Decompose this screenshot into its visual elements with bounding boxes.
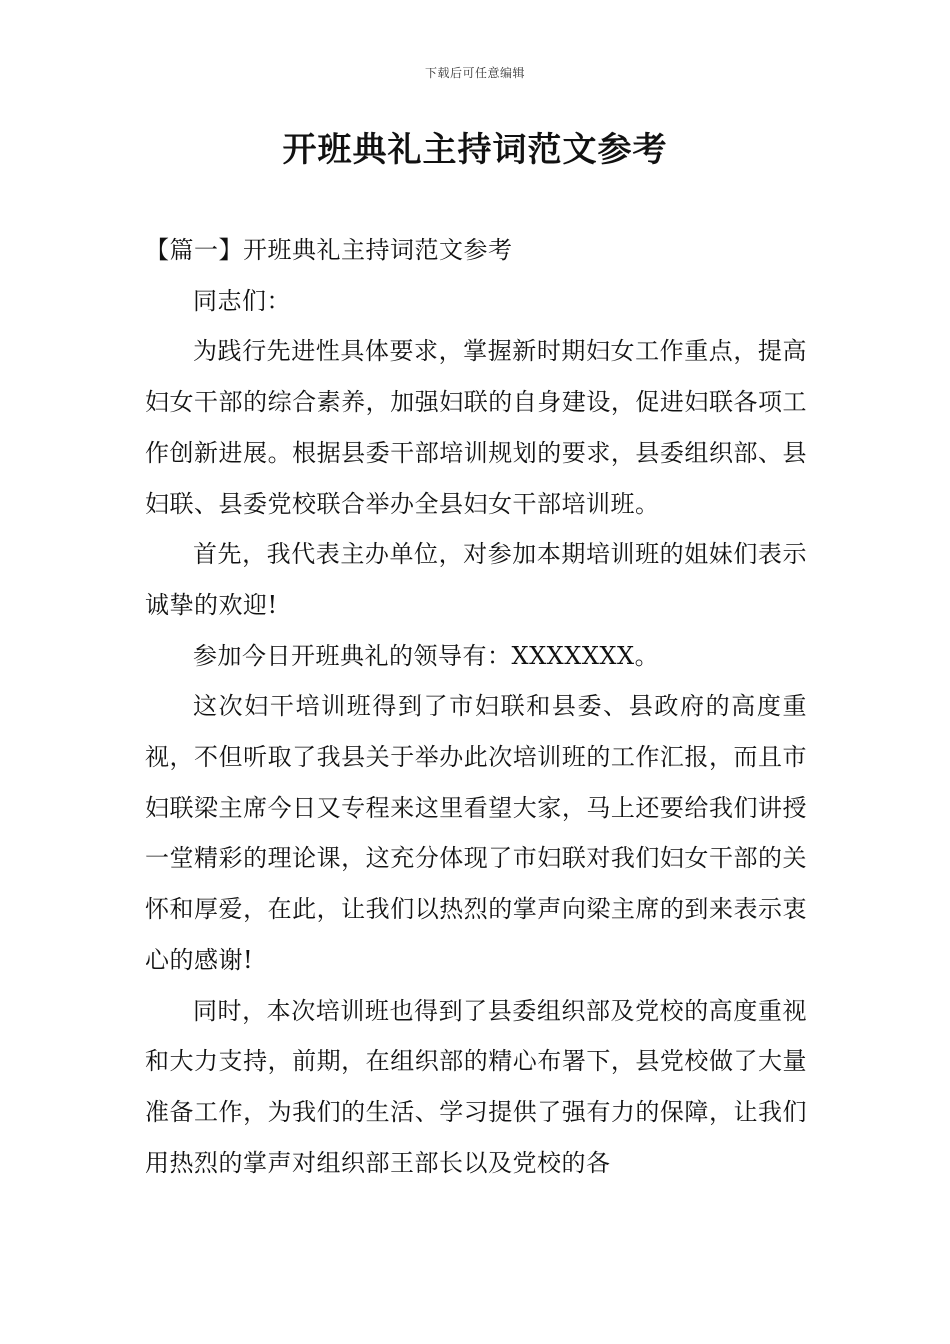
- paragraph-city-federation-thanks: 这次妇干培训班得到了市妇联和县委、县政府的高度重视，不但听取了我县关于举办此次培训班的工作汇报，而且市妇联梁主席今日又专程来这里看望大家，马上还要给我们讲授一堂精彩的理论课，这充分体现了市妇联对我们妇女干部的关怀和厚爱，在此，让我们以热烈的掌声向梁主席的到来表示衷心的感谢!: [145, 692, 807, 974]
- header-note: 下载后可任意编辑: [424, 66, 525, 80]
- paragraph-welcome: 首先，我代表主办单位，对参加本期培训班的姐妹们表示诚挚的欢迎!: [145, 540, 807, 619]
- paragraph-attending-leaders: 参加今日开班典礼的领导有：XXXXXXX。: [193, 641, 660, 670]
- document-title: 开班典礼主持词范文参考: [282, 130, 668, 170]
- paragraph-purpose: 为践行先进性具体要求，掌握新时期妇女工作重点，提高妇女干部的综合素养，加强妇联的自身建设，促进妇联各项工作创新进展。根据县委干部培训规划的要求，县委组织部、县妇联、县委党校联合举办全县妇女干部培训班。: [145, 337, 807, 518]
- paragraph-organization-dept-thanks: 同时，本次培训班也得到了县委组织部及党校的高度重视和大力支持，前期，在组织部的精心布署下，县党校做了大量准备工作，为我们的生活、学习提供了强有力的保障，让我们用热烈的掌声对组织部王部长以及党校的各: [145, 996, 807, 1177]
- paragraph-salutation: 同志们：: [193, 286, 291, 315]
- section-heading: 【篇一】开班典礼主持词范文参考: [145, 236, 513, 264]
- document-body: [145, 225, 807, 1188]
